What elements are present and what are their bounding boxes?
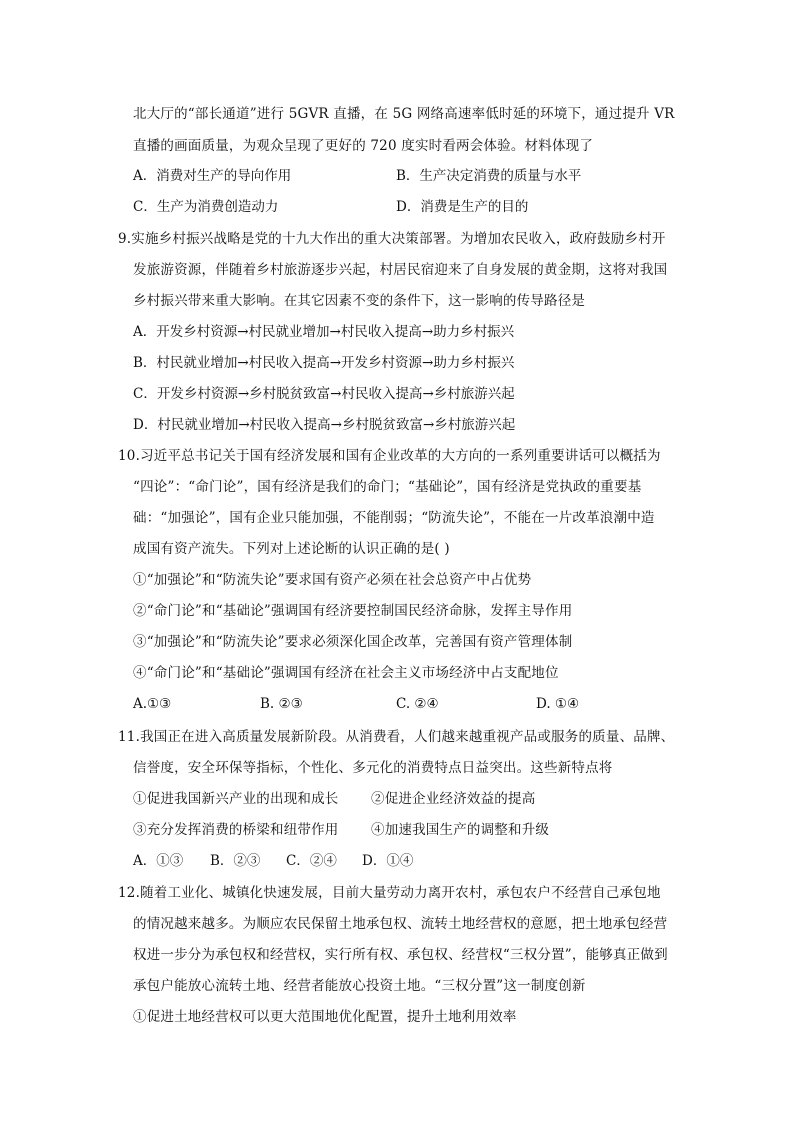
q8-option-c: C．生产为消费创造动力 bbox=[133, 199, 279, 215]
q11-option-c: C．②④ bbox=[286, 853, 337, 869]
q8-line-1: 北大厅的“部长通道”进行 5GVR 直播，在 5G 网络高速率低时延的环境下，通过提升 VR bbox=[133, 106, 675, 122]
q12-line-4: 承包户能放心流转土地、经营者能放心投资土地。“三权分置”这一制度创新 bbox=[133, 978, 586, 994]
q8-option-b: B．生产决定消费的质量与水平 bbox=[396, 168, 582, 184]
q9-option-d: D．村民就业增加→村民收入提高→乡村脱贫致富→乡村旅游兴起 bbox=[133, 417, 516, 433]
q12-line-1: 12.随着工业化、城镇化快速发展，目前大量劳动力离开农村，承包农户不经营自己承包地 bbox=[118, 885, 661, 901]
q10-line-4: 成国有资产流失。下列对上述论断的认识正确的是( ) bbox=[133, 541, 450, 557]
q12-item-1: ①促进土地经营权可以更大范围地优化配置，提升土地利用效率 bbox=[133, 1009, 517, 1025]
q12-line-2: 的情况越来越多。为顺应农民保留土地承包权、流转土地经营权的意愿，把土地承包经营 bbox=[133, 916, 668, 932]
q10-line-3: 础：“加强论”，国有企业只能加强，不能削弱；“防流失论”，不能在一片改革浪潮中造 bbox=[133, 510, 655, 526]
q11-option-a: A．①③ bbox=[133, 853, 184, 869]
q9-line-1: 9.实施乡村振兴战略是党的十九大作出的重大决策部署。为增加农民收入，政府鼓励乡村开 bbox=[118, 231, 666, 247]
q11-item-3: ③充分发挥消费的桥梁和纽带作用 bbox=[133, 822, 339, 838]
q10-option-d: D. ①④ bbox=[536, 696, 580, 712]
q10-option-c: C. ②④ bbox=[396, 696, 439, 712]
q9-option-a: A．开发乡村资源→村民就业增加→村民收入提高→助力乡村振兴 bbox=[133, 324, 515, 340]
q12-line-3: 权进一步分为承包权和经营权，实行所有权、承包权、经营权“三权分置”，能够真正做到 bbox=[133, 947, 668, 963]
q11-option-d: D．①④ bbox=[362, 853, 414, 869]
q8-option-d: D．消费是生产的目的 bbox=[396, 199, 529, 215]
q11-item-2: ②促进企业经济效益的提高 bbox=[371, 791, 536, 807]
q10-option-b: B. ②③ bbox=[260, 696, 303, 712]
q11-line-1: 11.我国正在进入高质量发展新阶段。从消费看，人们越来越重视产品或服务的质量、品牌、 bbox=[118, 729, 675, 745]
q8-option-a: A．消费对生产的导向作用 bbox=[133, 168, 292, 184]
q10-item-2: ②“命门论”和“基础论”强调国有经济要控制国民经济命脉，发挥主导作用 bbox=[133, 603, 573, 619]
q10-item-1: ①“加强论”和“防流失论”要求国有资产必须在社会总资产中占优势 bbox=[133, 572, 532, 588]
q10-item-4: ④“命门论”和“基础论”强调国有经济在社会主义市场经济中占支配地位 bbox=[133, 665, 559, 681]
q10-line-2: “四论”：“命门论”，国有经济是我们的命门；“基础论”，国有经济是党执政的重要基 bbox=[133, 479, 642, 495]
q9-option-c: C．开发乡村资源→乡村脱贫致富→村民收入提高→乡村旅游兴起 bbox=[133, 386, 515, 402]
q9-line-3: 乡村振兴带来重大影响。在其它因素不变的条件下，这一影响的传导路径是 bbox=[133, 293, 586, 309]
q8-line-2: 直播的画面质量，为观众呈现了更好的 720 度实时看两会体验。材料体现了 bbox=[133, 138, 594, 154]
q9-option-b: B．村民就业增加→村民收入提高→开发乡村资源→助力乡村振兴 bbox=[133, 355, 515, 371]
q11-item-4: ④加速我国生产的调整和升级 bbox=[371, 822, 550, 838]
q10-option-a: A.①③ bbox=[133, 696, 172, 712]
q10-item-3: ③“加强论”和“防流失论”要求必须深化国企改革，完善国有资产管理体制 bbox=[133, 634, 573, 650]
q10-line-1: 10.习近平总书记关于国有经济发展和国有企业改革的大方向的一系列重要讲话可以概括为 bbox=[118, 448, 661, 464]
q11-line-2: 信誉度，安全环保等指标，个性化、多元化的消费特点日益突出。这些新特点将 bbox=[133, 760, 613, 776]
q9-line-2: 发旅游资源，伴随着乡村旅游逐步兴起，村居民宿迎来了自身发展的黄金期，这将对我国 bbox=[133, 262, 668, 278]
q11-option-b: B．②③ bbox=[210, 853, 261, 869]
q11-item-1: ①促进我国新兴产业的出现和成长 bbox=[133, 791, 339, 807]
